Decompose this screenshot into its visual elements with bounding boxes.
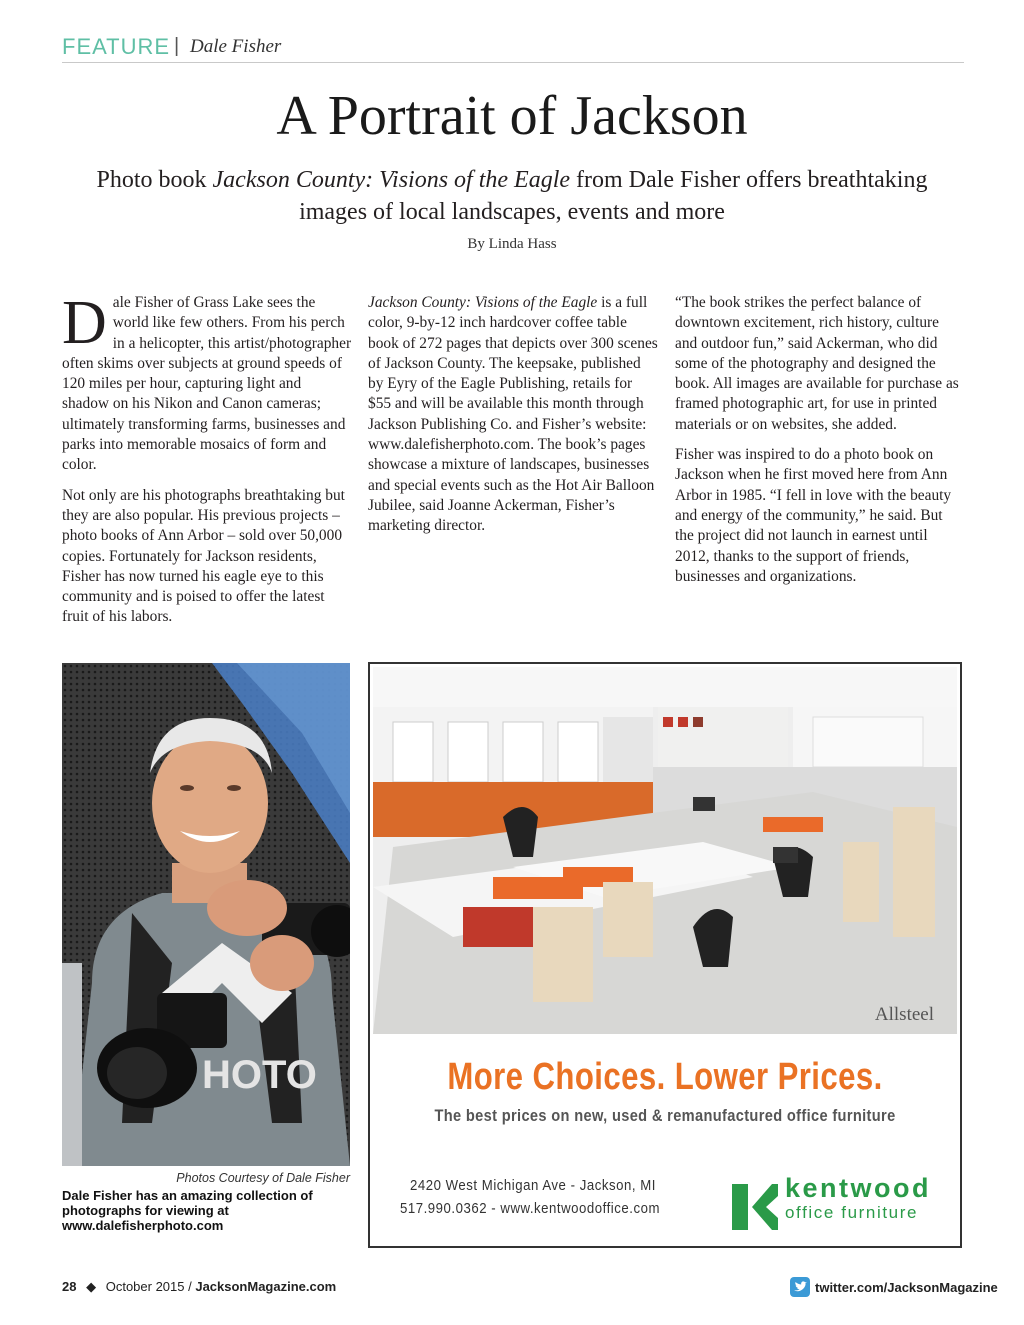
byline: By Linda Hass [467, 236, 557, 252]
paragraph-3 [368, 293, 658, 537]
shirt-text: HOTO [202, 1053, 317, 1097]
deck-book-title: Jackson County: Visions of the Eagle [212, 167, 571, 193]
paragraph-3-text: is a full color, 9-by-12 inch hardcover coffee table book of 272 pages that depicts over 300 scenes of Jackson County. The keepsake, published by Eyry of the Eagle Publishing, retails for $55 and will be available this month through Jackson Publishing Co. and Fisher’s website: www.dalefisherphoto.com. The book’s pages showcase a mixture of landscapes, businesses and special events such as the Hot Air Balloon Jubilee, said Joanne Ackerman, Fisher’s marketing director. [368, 294, 658, 535]
ad-tagline: The best prices on new, used & remanufactured office furniture [434, 1106, 896, 1125]
paragraph-4: “The book strikes the perfect balance of downtown excitement, rich history, culture and outdoor fun,” said Ackerman, who did some of the photography and designed the book. All images are available for purchase as framed photographic art, for use in printed materials or on websites, she added. [675, 294, 959, 433]
footer-issue: October 2015 / [105, 1279, 196, 1294]
deck-text-1: Photo book [96, 167, 213, 193]
ad-contact: 517.990.0362 - www.kentwoodoffice.com [400, 1200, 660, 1217]
photographer-photo [62, 663, 350, 1166]
paragraph-5: Fisher was inspired to do a photo book on Jackson when he first moved here from Ann Arbor in 1985. “I fell in love with the beauty and energy of the community,” he said. But the project did not launch in earnest until 2012, thanks to the support of friends, businesses and organizations. [675, 446, 952, 585]
kentwood-advertisement [368, 662, 962, 1248]
page-number: 28 [62, 1279, 77, 1294]
footer-bullet: ◆ [86, 1279, 97, 1294]
paragraph-2: Not only are his photographs breathtaking but they are also popular. His previous projects – photo books of Ann Arbor – sold over 50,000 copies. Fortunately for Jackson residents, Fisher has now turned his eagle eye to this community and is poised to offer the latest fruit of his labors. [62, 486, 345, 626]
photo-caption: Dale Fisher has an amazing collection of photographs for viewing at www.dalefisherphoto.com [62, 1188, 313, 1233]
page-header [62, 32, 964, 63]
article-deck [70, 164, 954, 228]
paragraph-1-text: ale Fisher of Grass Lake sees the world like few others. From his perch in a helicopter, this artist/photographer often skims over subjects at ground speeds of 120 miles per hour, capturing light and shadow on his Nikon and Canon cameras; ultimately transforming farms, businesses and parks into memorable mosaics of form and color. [62, 294, 352, 474]
kentwood-k-logo-icon [732, 1184, 778, 1230]
book-title: Jackson County: Visions of the Eagle [368, 294, 598, 311]
article-title: A Portrait of Jackson [276, 85, 748, 147]
twitter-icon [790, 1277, 810, 1297]
office-illustration [373, 667, 957, 1034]
deck-text-2: from Dale Fisher offers breathtaking images of local landscapes, events and more [299, 167, 928, 225]
footer-site[interactable]: JacksonMagazine.com [195, 1279, 337, 1294]
kentwood-logo-name: kentwood [785, 1173, 931, 1203]
page-footer-left [62, 1279, 336, 1295]
header-separator: | [174, 35, 180, 57]
ad-headline: More Choices. Lower Prices. [447, 1056, 883, 1098]
photographer-illustration [62, 663, 350, 1166]
header-author: Dale Fisher [190, 36, 282, 57]
ad-address: 2420 West Michigan Ave - Jackson, MI [410, 1177, 656, 1194]
photo-credit: Photos Courtesy of Dale Fisher [176, 1171, 350, 1185]
drop-cap: D [62, 289, 107, 357]
allsteel-brand: Allsteel [874, 1004, 934, 1025]
twitter-url: twitter.com/JacksonMagazine [815, 1280, 998, 1295]
column-1 [62, 289, 352, 638]
column-2 [368, 293, 658, 547]
column-3 [675, 293, 965, 597]
section-label: FEATURE [62, 34, 171, 59]
office-furniture-photo [373, 667, 957, 1034]
kentwood-logo-subtitle: office furniture [785, 1203, 919, 1222]
paragraph-1 [62, 289, 352, 476]
